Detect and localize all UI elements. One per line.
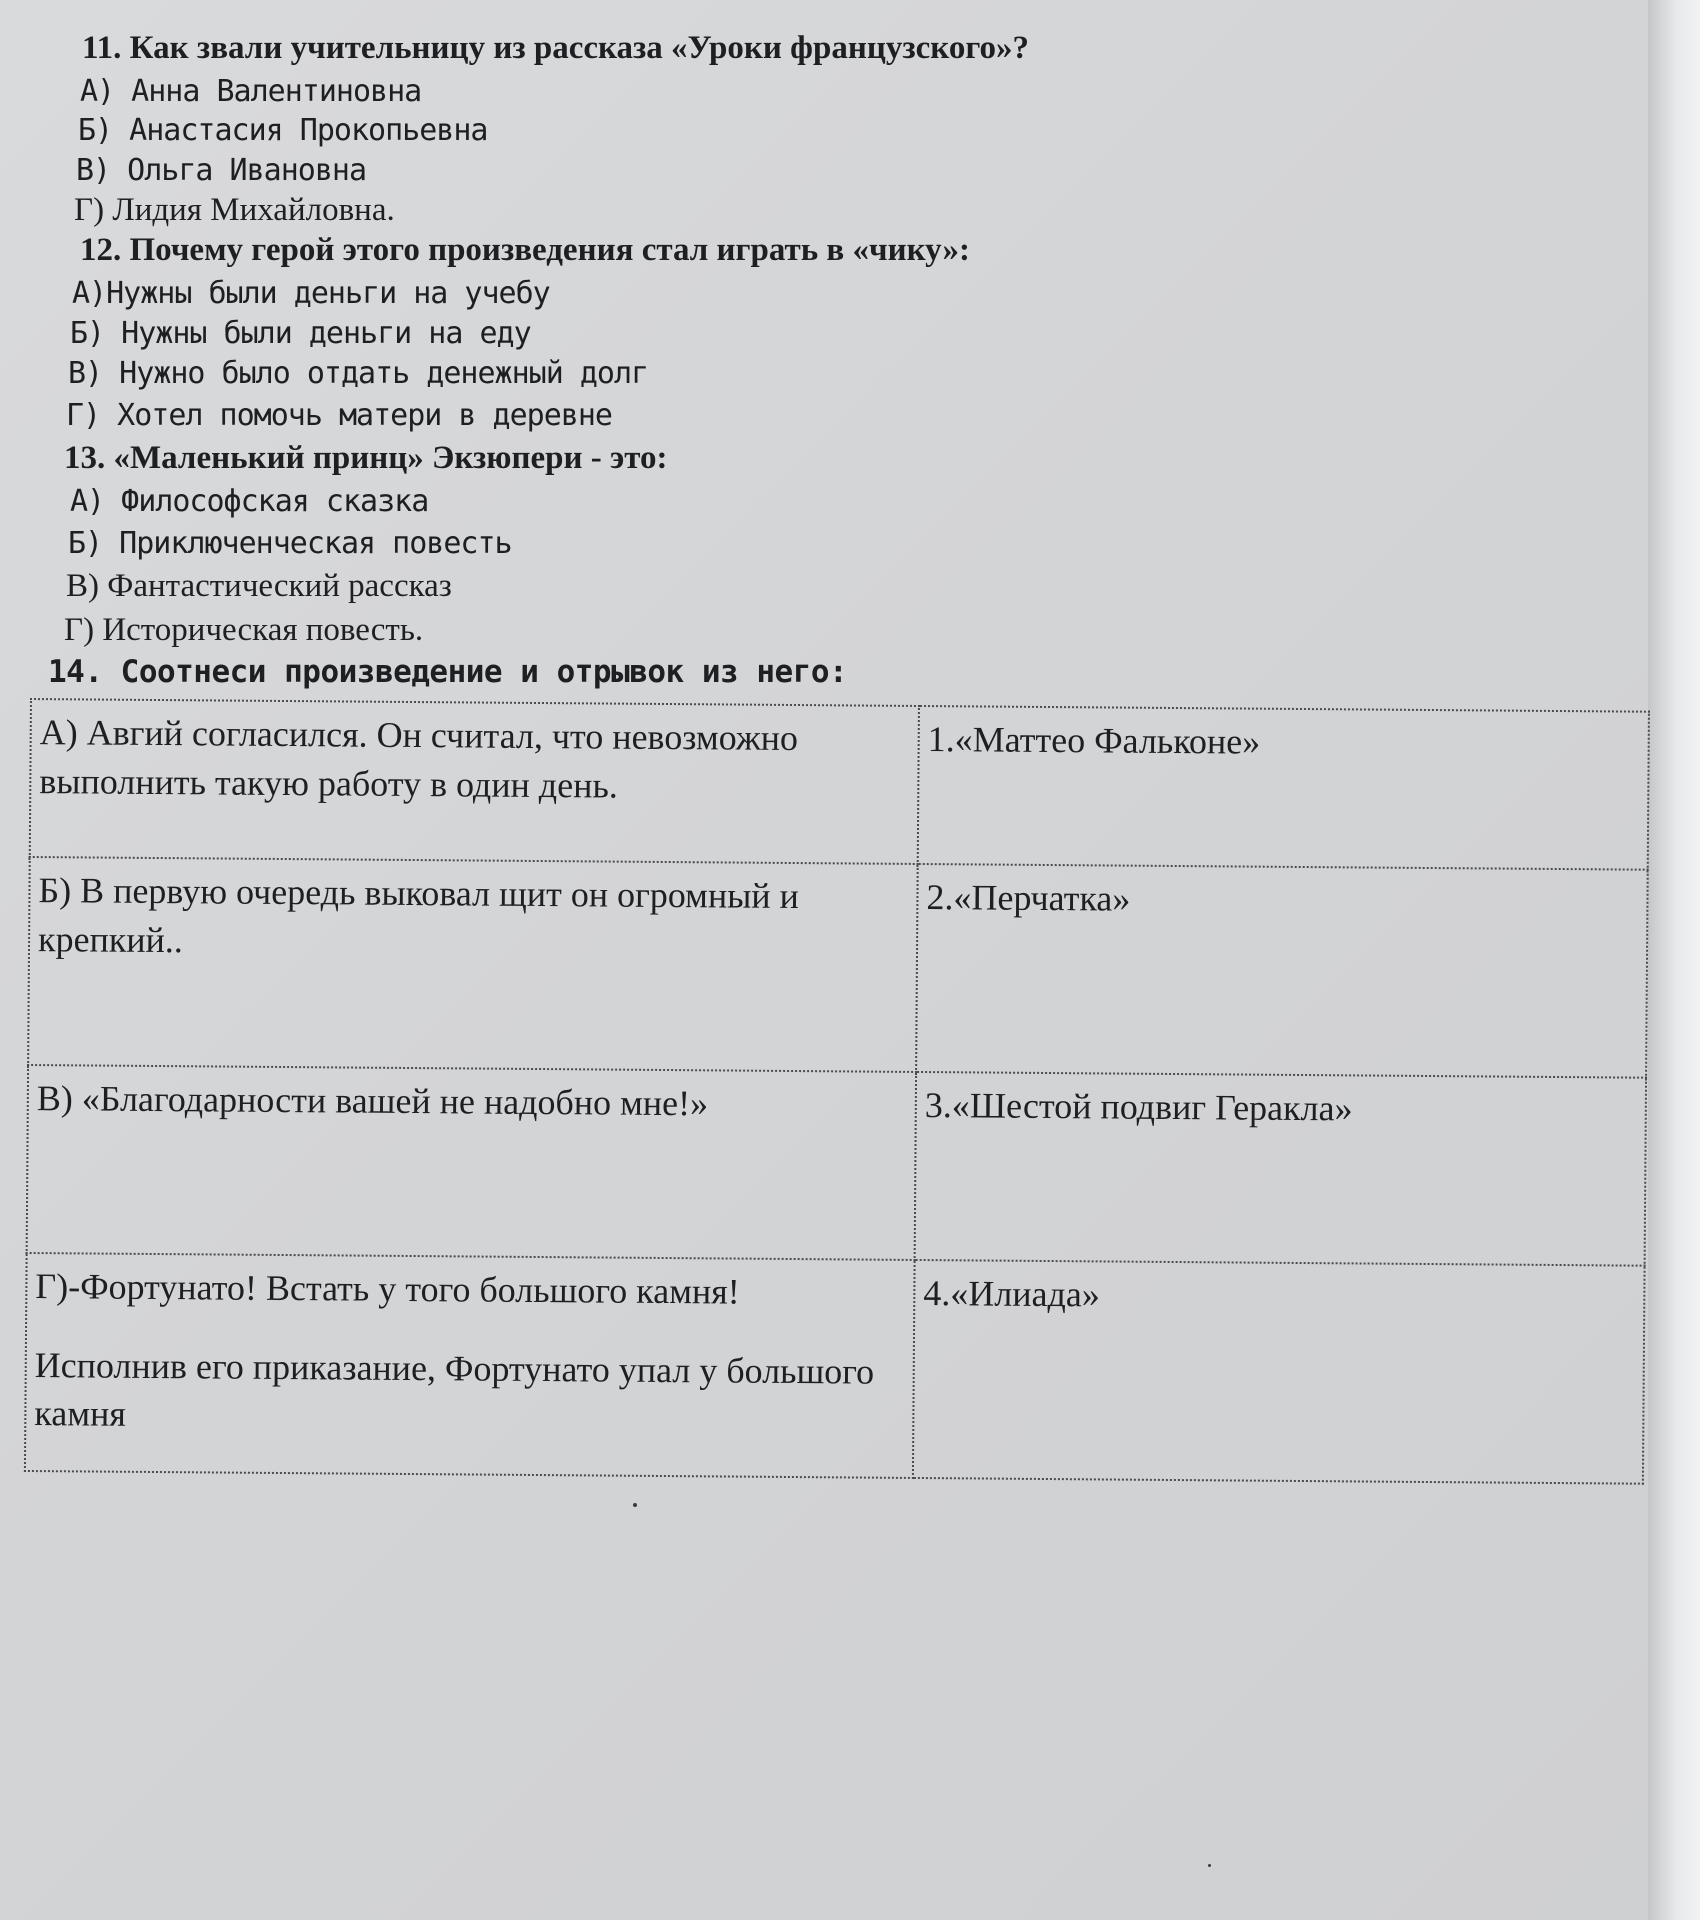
question-12-option-b: Б) Нужны были деньги на еду xyxy=(70,316,531,351)
question-12-title: 12. Почему герой этого произведения стал играть в «чику»: xyxy=(80,232,970,268)
question-11-option-a: А) Анна Валентиновна xyxy=(80,74,422,109)
excerpt-d-line-1: Г)-Фортунато! Встать у того большого камня! xyxy=(35,1266,740,1312)
excerpt-cell-b: Б) В первую очередь выковал щит он огромный и крепкий.. xyxy=(28,857,918,1072)
question-13-title: 13. «Маленький принц» Экзюпери - это: xyxy=(64,440,668,476)
question-11-option-c: В) Ольга Ивановна xyxy=(76,153,367,188)
question-11-option-b: Б) Анастасия Прокопьевна xyxy=(78,113,488,148)
question-11-title: 11. Как звали учительницу из рассказа «Уроки французского»? xyxy=(82,30,1030,66)
question-14-title: 14. Соотнеси произведение и отрывок из него: xyxy=(48,654,848,690)
question-13-option-b: Б) Приключенческая повесть xyxy=(68,526,512,561)
table-row xyxy=(30,699,1649,870)
excerpt-cell-c: В) «Благодарности вашей не надобно мне!» xyxy=(27,1065,916,1260)
matching-table xyxy=(24,698,1650,1485)
work-cell-2: 2.«Перчатка» xyxy=(916,864,1648,1078)
question-12-option-a: А)Нужны были деньги на учебу xyxy=(72,276,550,311)
work-cell-1: 1.«Маттео Фальконе» xyxy=(918,706,1649,870)
paper-speck xyxy=(633,1503,637,1507)
question-11-option-d: Г) Лидия Михайловна. xyxy=(74,192,395,228)
question-13-option-a: А) Философская сказка xyxy=(70,484,429,519)
table-row xyxy=(27,1065,1646,1266)
work-cell-3: 3.«Шестой подвиг Геракла» xyxy=(915,1072,1646,1266)
excerpt-cell-a: А) Авгий согласился. Он считал, что невозможно выполнить такую работу в один день. xyxy=(30,699,919,864)
question-13-option-d: Г) Историческая повесть. xyxy=(64,612,424,648)
table-row xyxy=(25,1253,1645,1484)
excerpt-d-gap xyxy=(35,1311,905,1348)
work-cell-4: 4.«Илиада» xyxy=(913,1260,1645,1484)
excerpt-cell-d xyxy=(25,1253,915,1478)
question-12-option-c: В) Нужно было отдать денежный долг xyxy=(68,356,649,391)
table-row xyxy=(28,857,1648,1078)
excerpt-d-line-2: Исполнив его приказание, Фортунато упал у большого камня xyxy=(34,1344,875,1434)
question-12-option-d: Г) Хотел помочь матери в деревне xyxy=(66,398,612,433)
paper-speck xyxy=(1208,1864,1211,1867)
question-13-option-c: В) Фантастический рассказ xyxy=(66,568,452,604)
